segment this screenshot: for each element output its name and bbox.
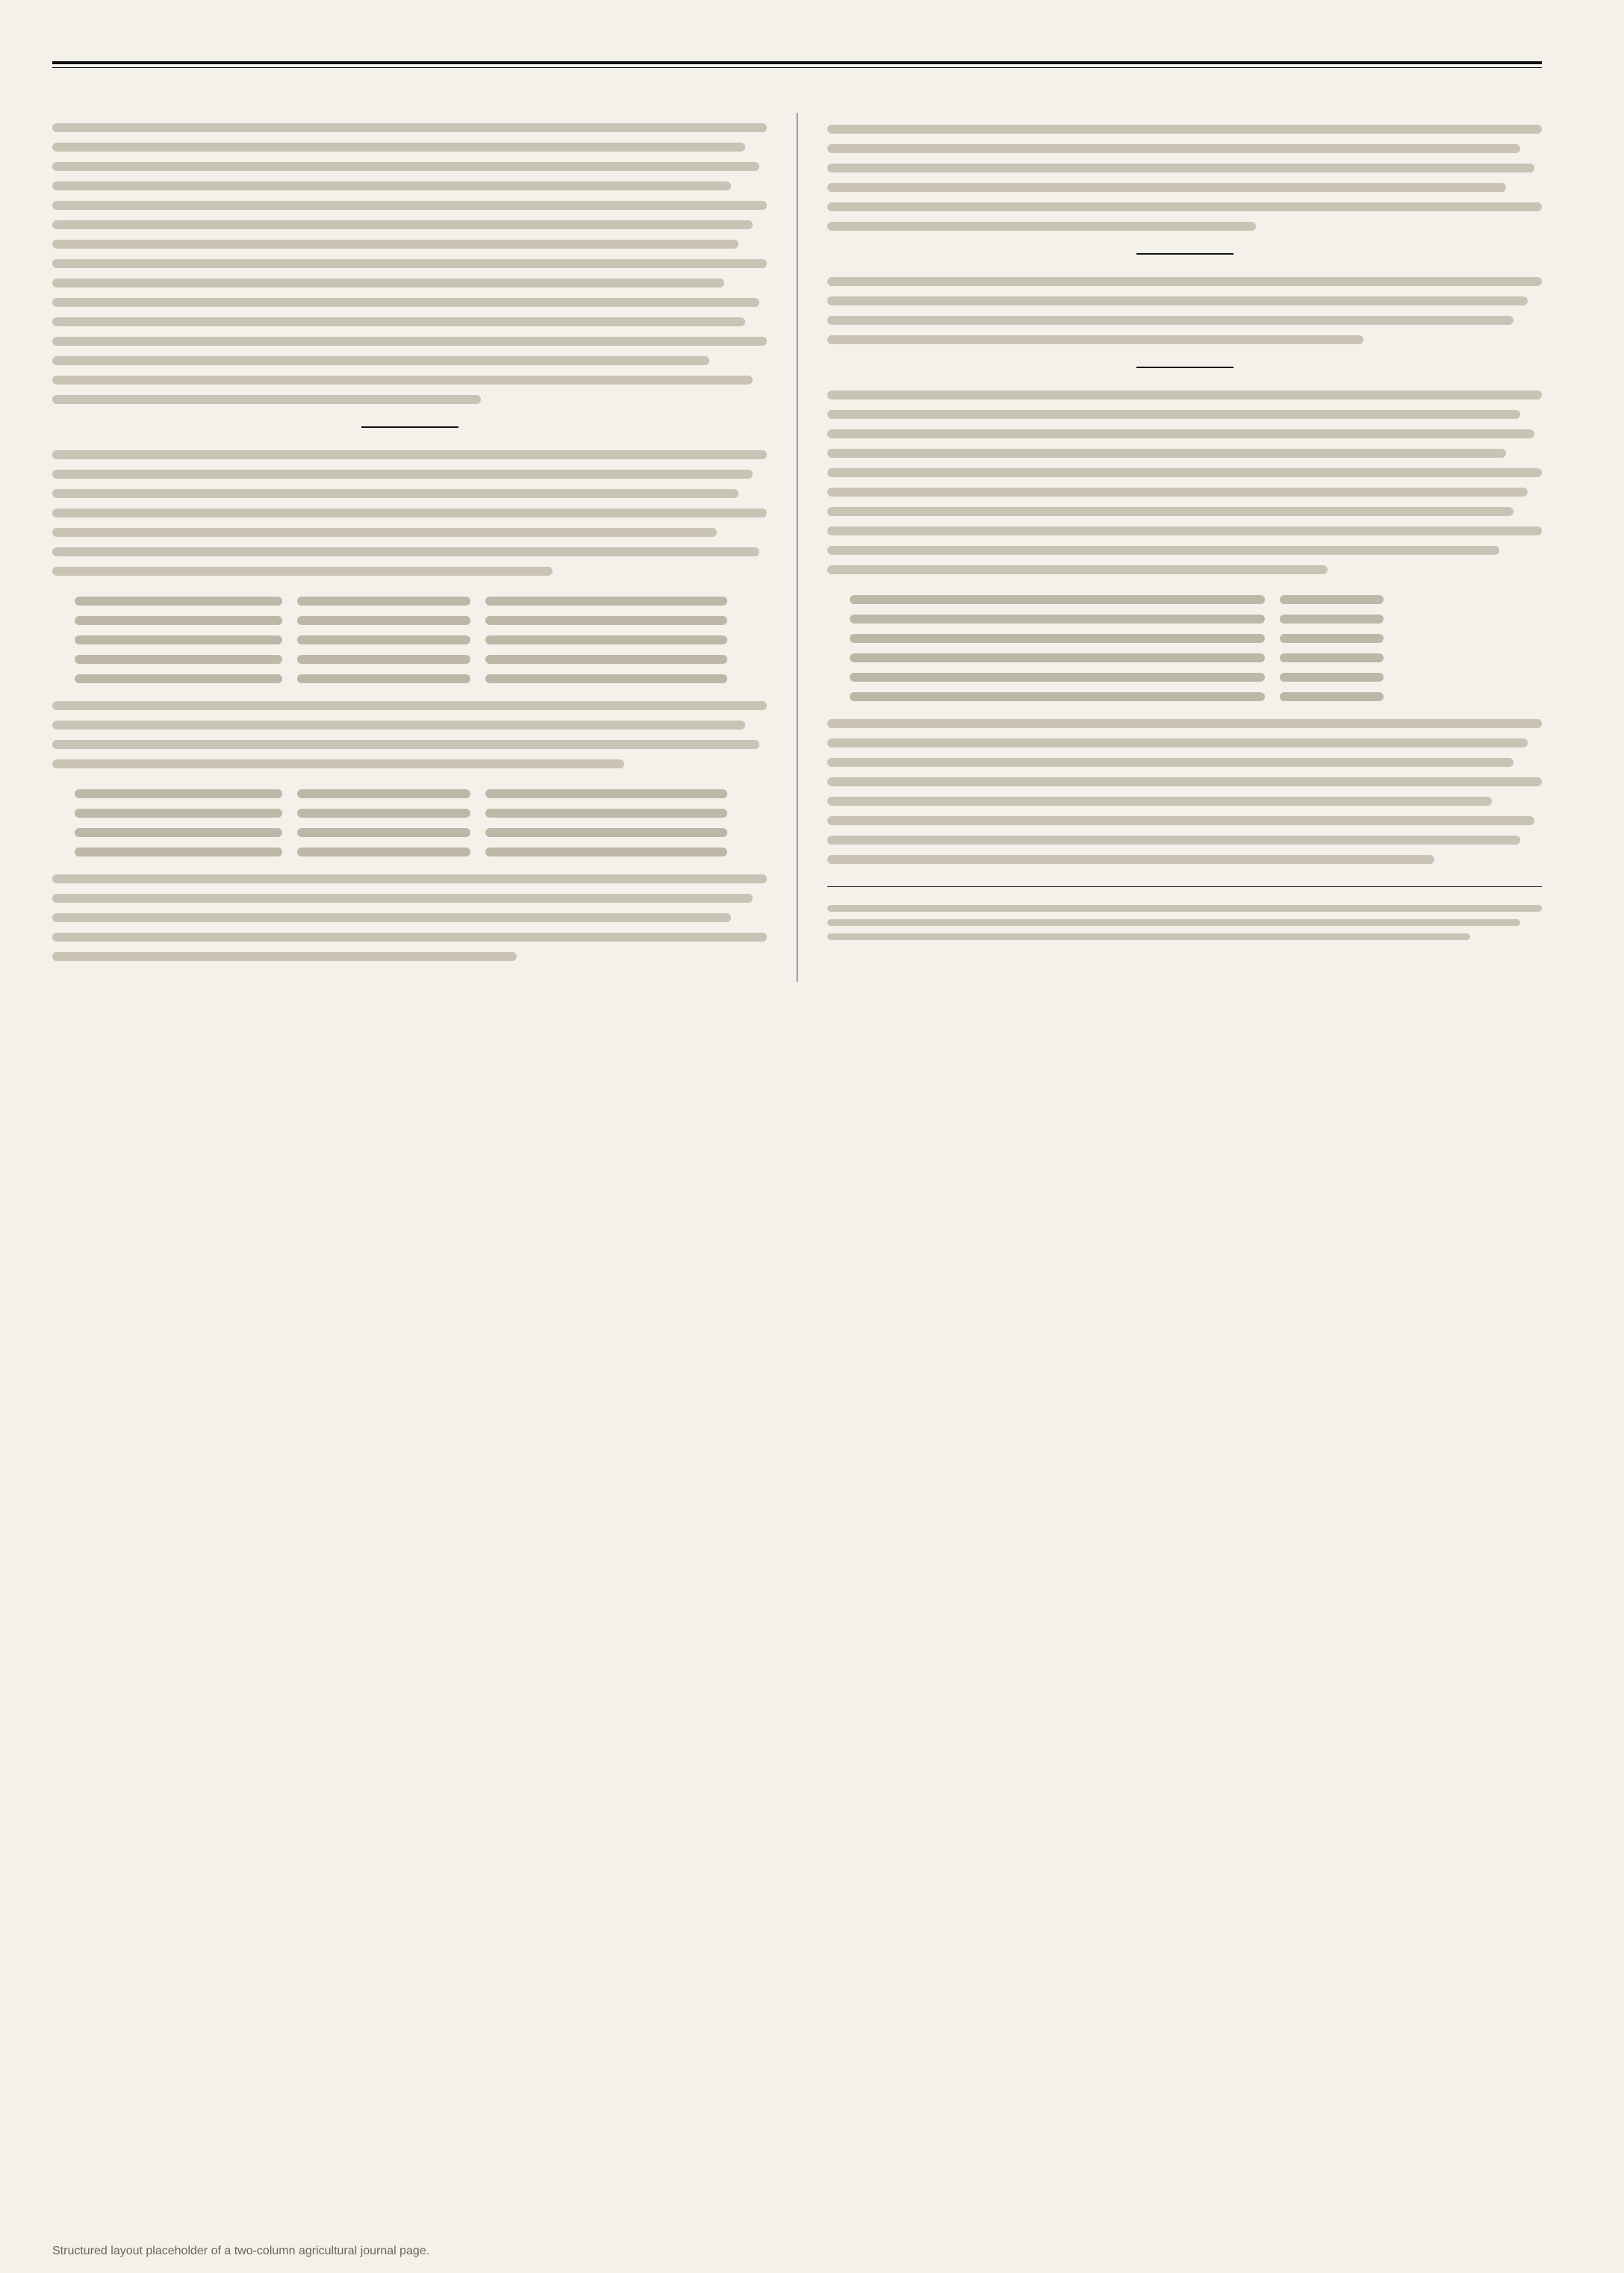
footnote: [827, 886, 1542, 940]
crop-table: [75, 597, 767, 683]
paragraph: [827, 125, 1542, 231]
header-rule: [52, 61, 1542, 64]
yield-table: [850, 595, 1542, 701]
layout-note: Structured layout placeholder of a two-column agricultural journal page.: [52, 2245, 430, 2257]
opening-paragraph: [52, 123, 767, 404]
paragraph: [52, 874, 767, 961]
section-divider: [361, 426, 458, 428]
section-divider: [1136, 253, 1233, 255]
right-column: [827, 113, 1542, 982]
paragraph: [52, 701, 767, 768]
conclusion-paragraph: [827, 719, 1542, 864]
header-rule-thin: [52, 67, 1542, 68]
paragraph: [827, 391, 1542, 574]
paragraph: [52, 450, 767, 576]
left-column: [52, 113, 767, 982]
paragraph: [827, 277, 1542, 344]
section-divider: [1136, 367, 1233, 368]
crop-table-2: [75, 789, 767, 856]
body-columns: [52, 113, 1542, 982]
